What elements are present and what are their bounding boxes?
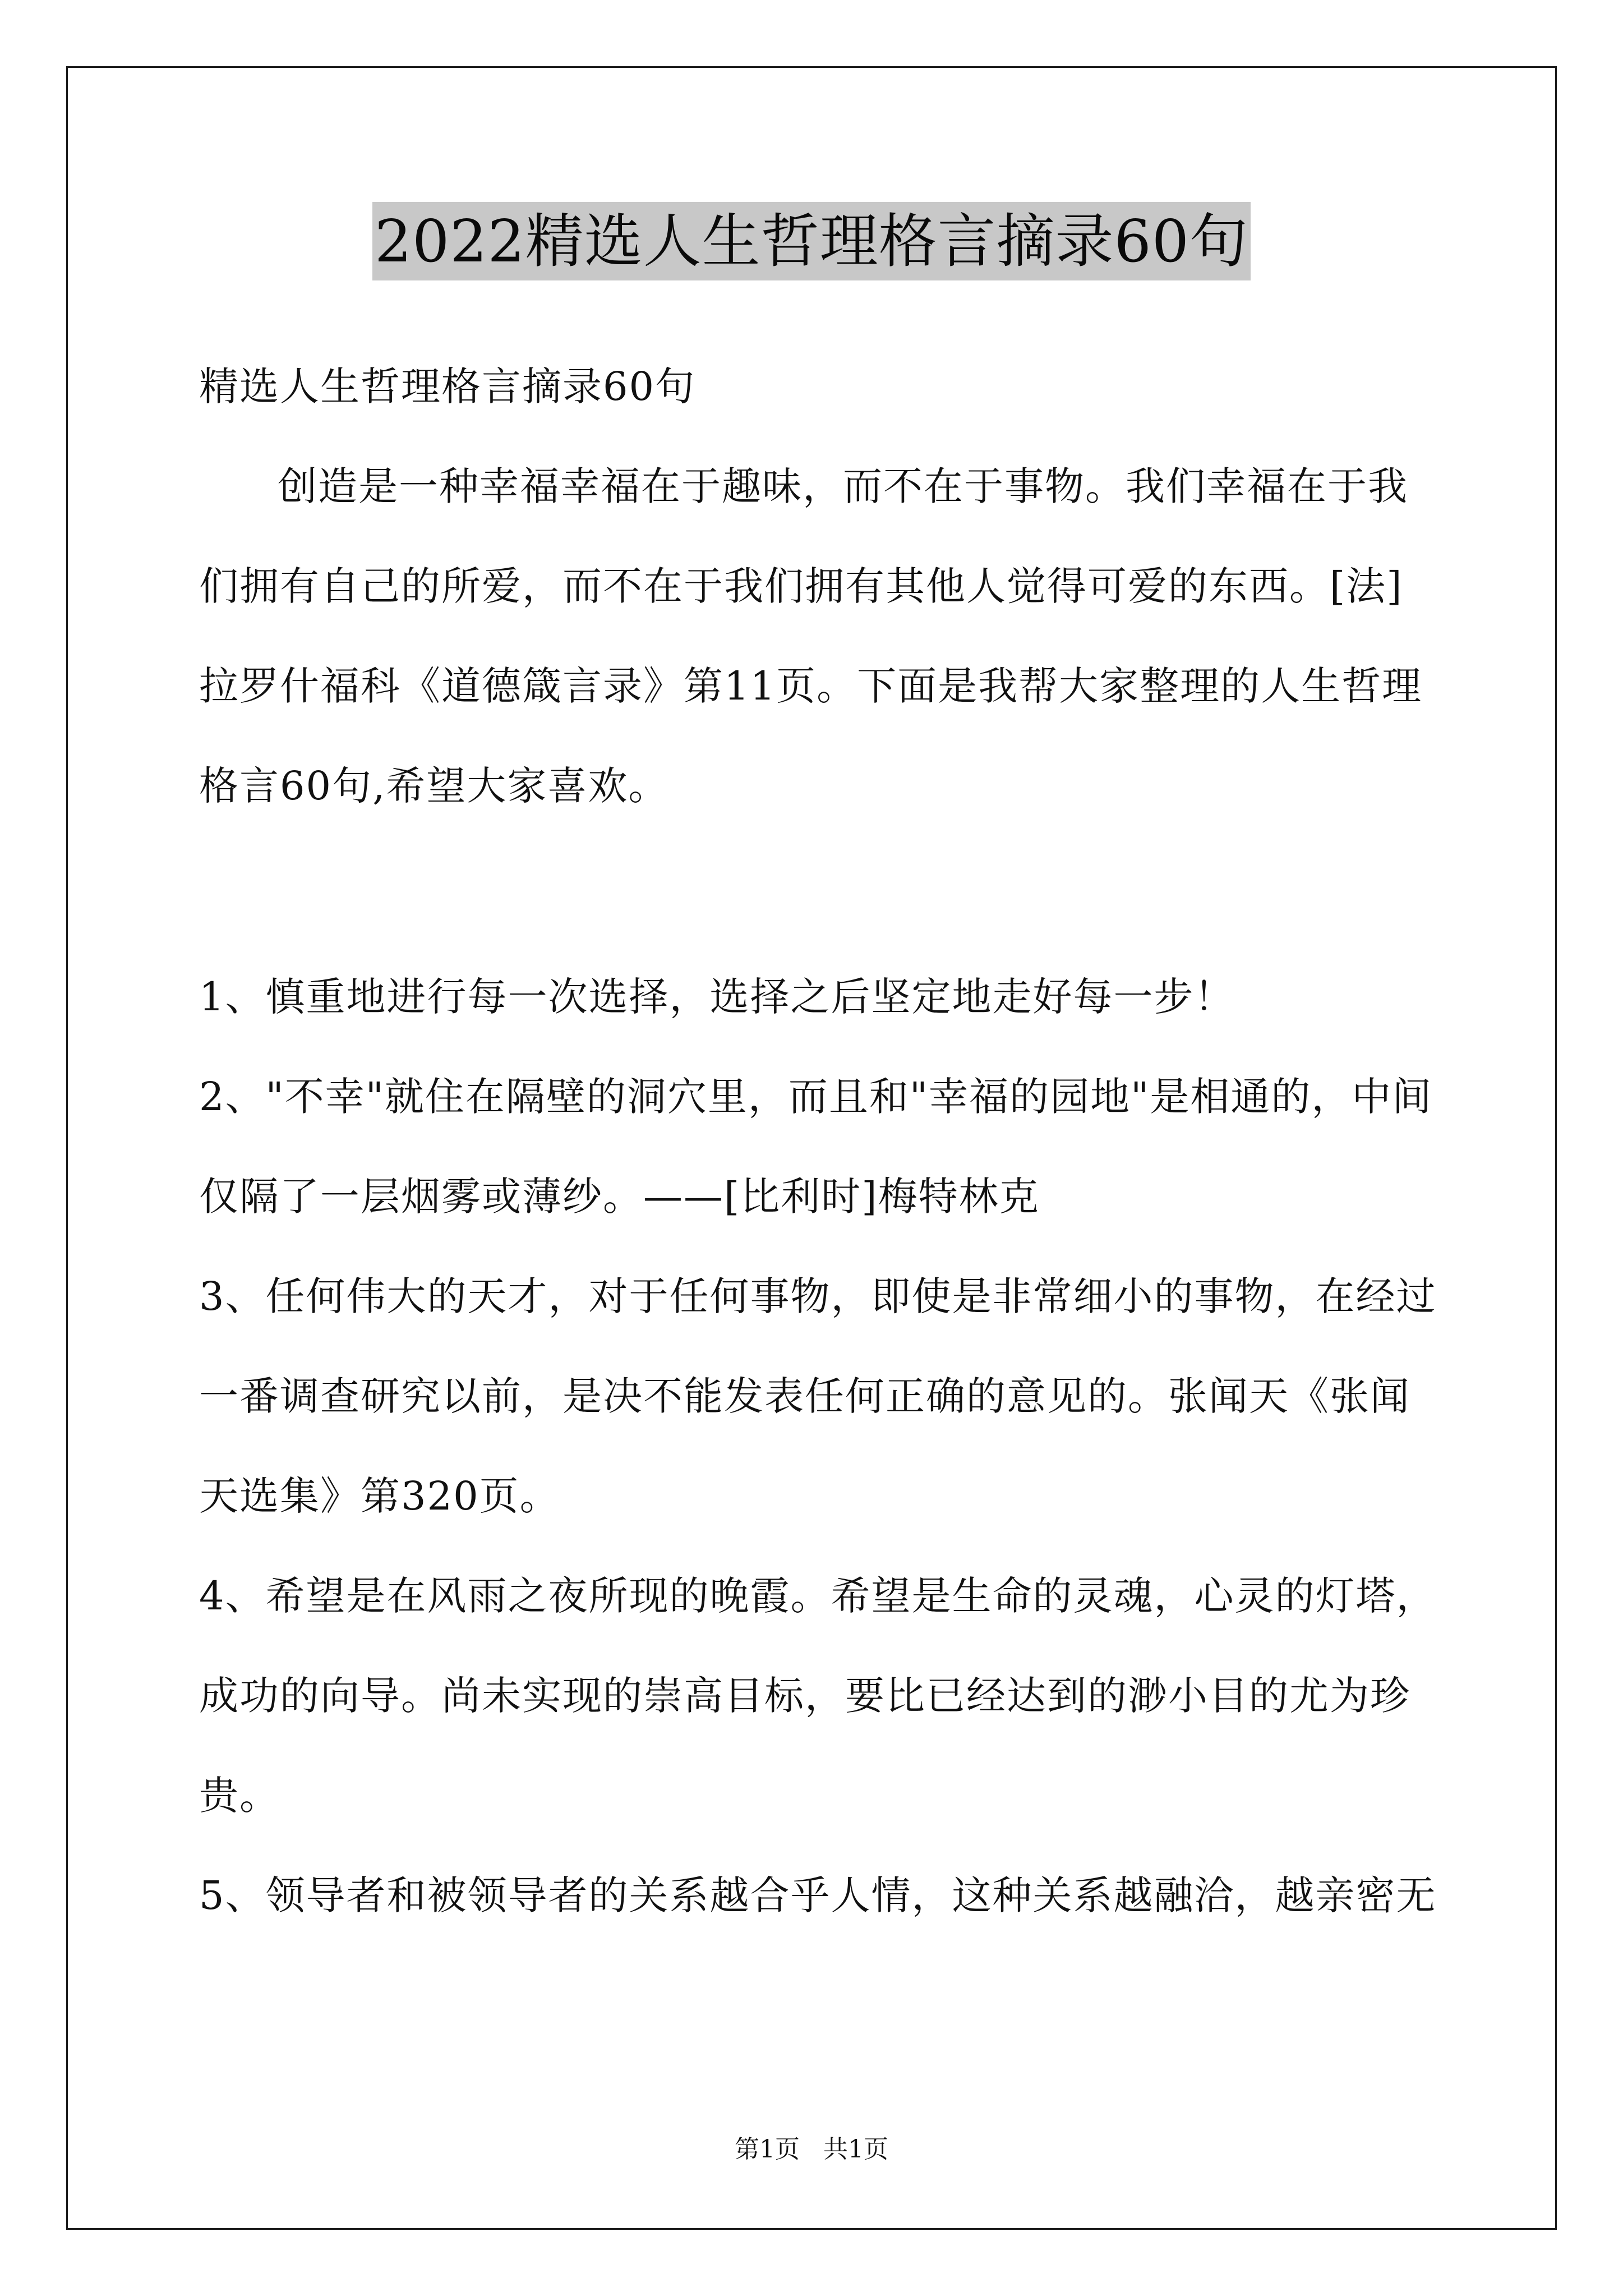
document-body xyxy=(199,337,1444,1945)
intro-line: 格言60句,希望大家喜欢。 xyxy=(199,763,669,809)
intro-line: 拉罗什福科《道德箴言录》第11页。下面是我帮大家整理的人生哲理 xyxy=(199,663,1423,709)
page-number-label: 第1页 共1页 xyxy=(735,2135,888,2164)
page-footer xyxy=(0,2129,1623,2165)
quote-line: 3、任何伟大的天才，对于任何事物，即使是非常细小的事物，在经过 xyxy=(199,1273,1437,1319)
quote-line: 5、领导者和被领导者的关系越合乎人情，这种关系越融洽，越亲密无 xyxy=(199,1872,1437,1918)
document-title: 2022精选人生哲理格言摘录60句 xyxy=(372,202,1251,280)
quote-line: 贵。 xyxy=(199,1773,280,1819)
quote-line: 成功的向导。尚未实现的崇高目标，要比已经达到的渺小目的尤为珍 xyxy=(199,1673,1410,1719)
intro-line: 创造是一种幸福幸福在于趣味，而不在于事物。我们幸福在于我 xyxy=(278,463,1408,509)
intro-line: 们拥有自己的所爱，而不在于我们拥有其他人觉得可爱的东西。[法] xyxy=(199,563,1403,609)
document-subtitle: 精选人生哲理格言摘录60句 xyxy=(199,364,696,409)
paragraph-spacer xyxy=(199,836,1444,947)
quote-line: 天选集》第320页。 xyxy=(199,1473,560,1519)
quote-line: 1、慎重地进行每一次选择，选择之后坚定地走好每一步！ xyxy=(199,974,1235,1020)
quote-line: 一番调查研究以前，是决不能发表任何正确的意见的。张闻天《张闻 xyxy=(199,1373,1410,1419)
quote-line: 4、希望是在风雨之夜所现的晚霞。希望是生命的灵魂，心灵的灯塔， xyxy=(199,1573,1437,1619)
quote-line: 2、"不幸"就住在隔壁的洞穴里，而且和"幸福的园地"是相通的，中间 xyxy=(199,1074,1433,1120)
quote-line: 仅隔了一层烟雾或薄纱。——[比利时]梅特林克 xyxy=(199,1174,1040,1220)
title-container xyxy=(0,202,1623,280)
